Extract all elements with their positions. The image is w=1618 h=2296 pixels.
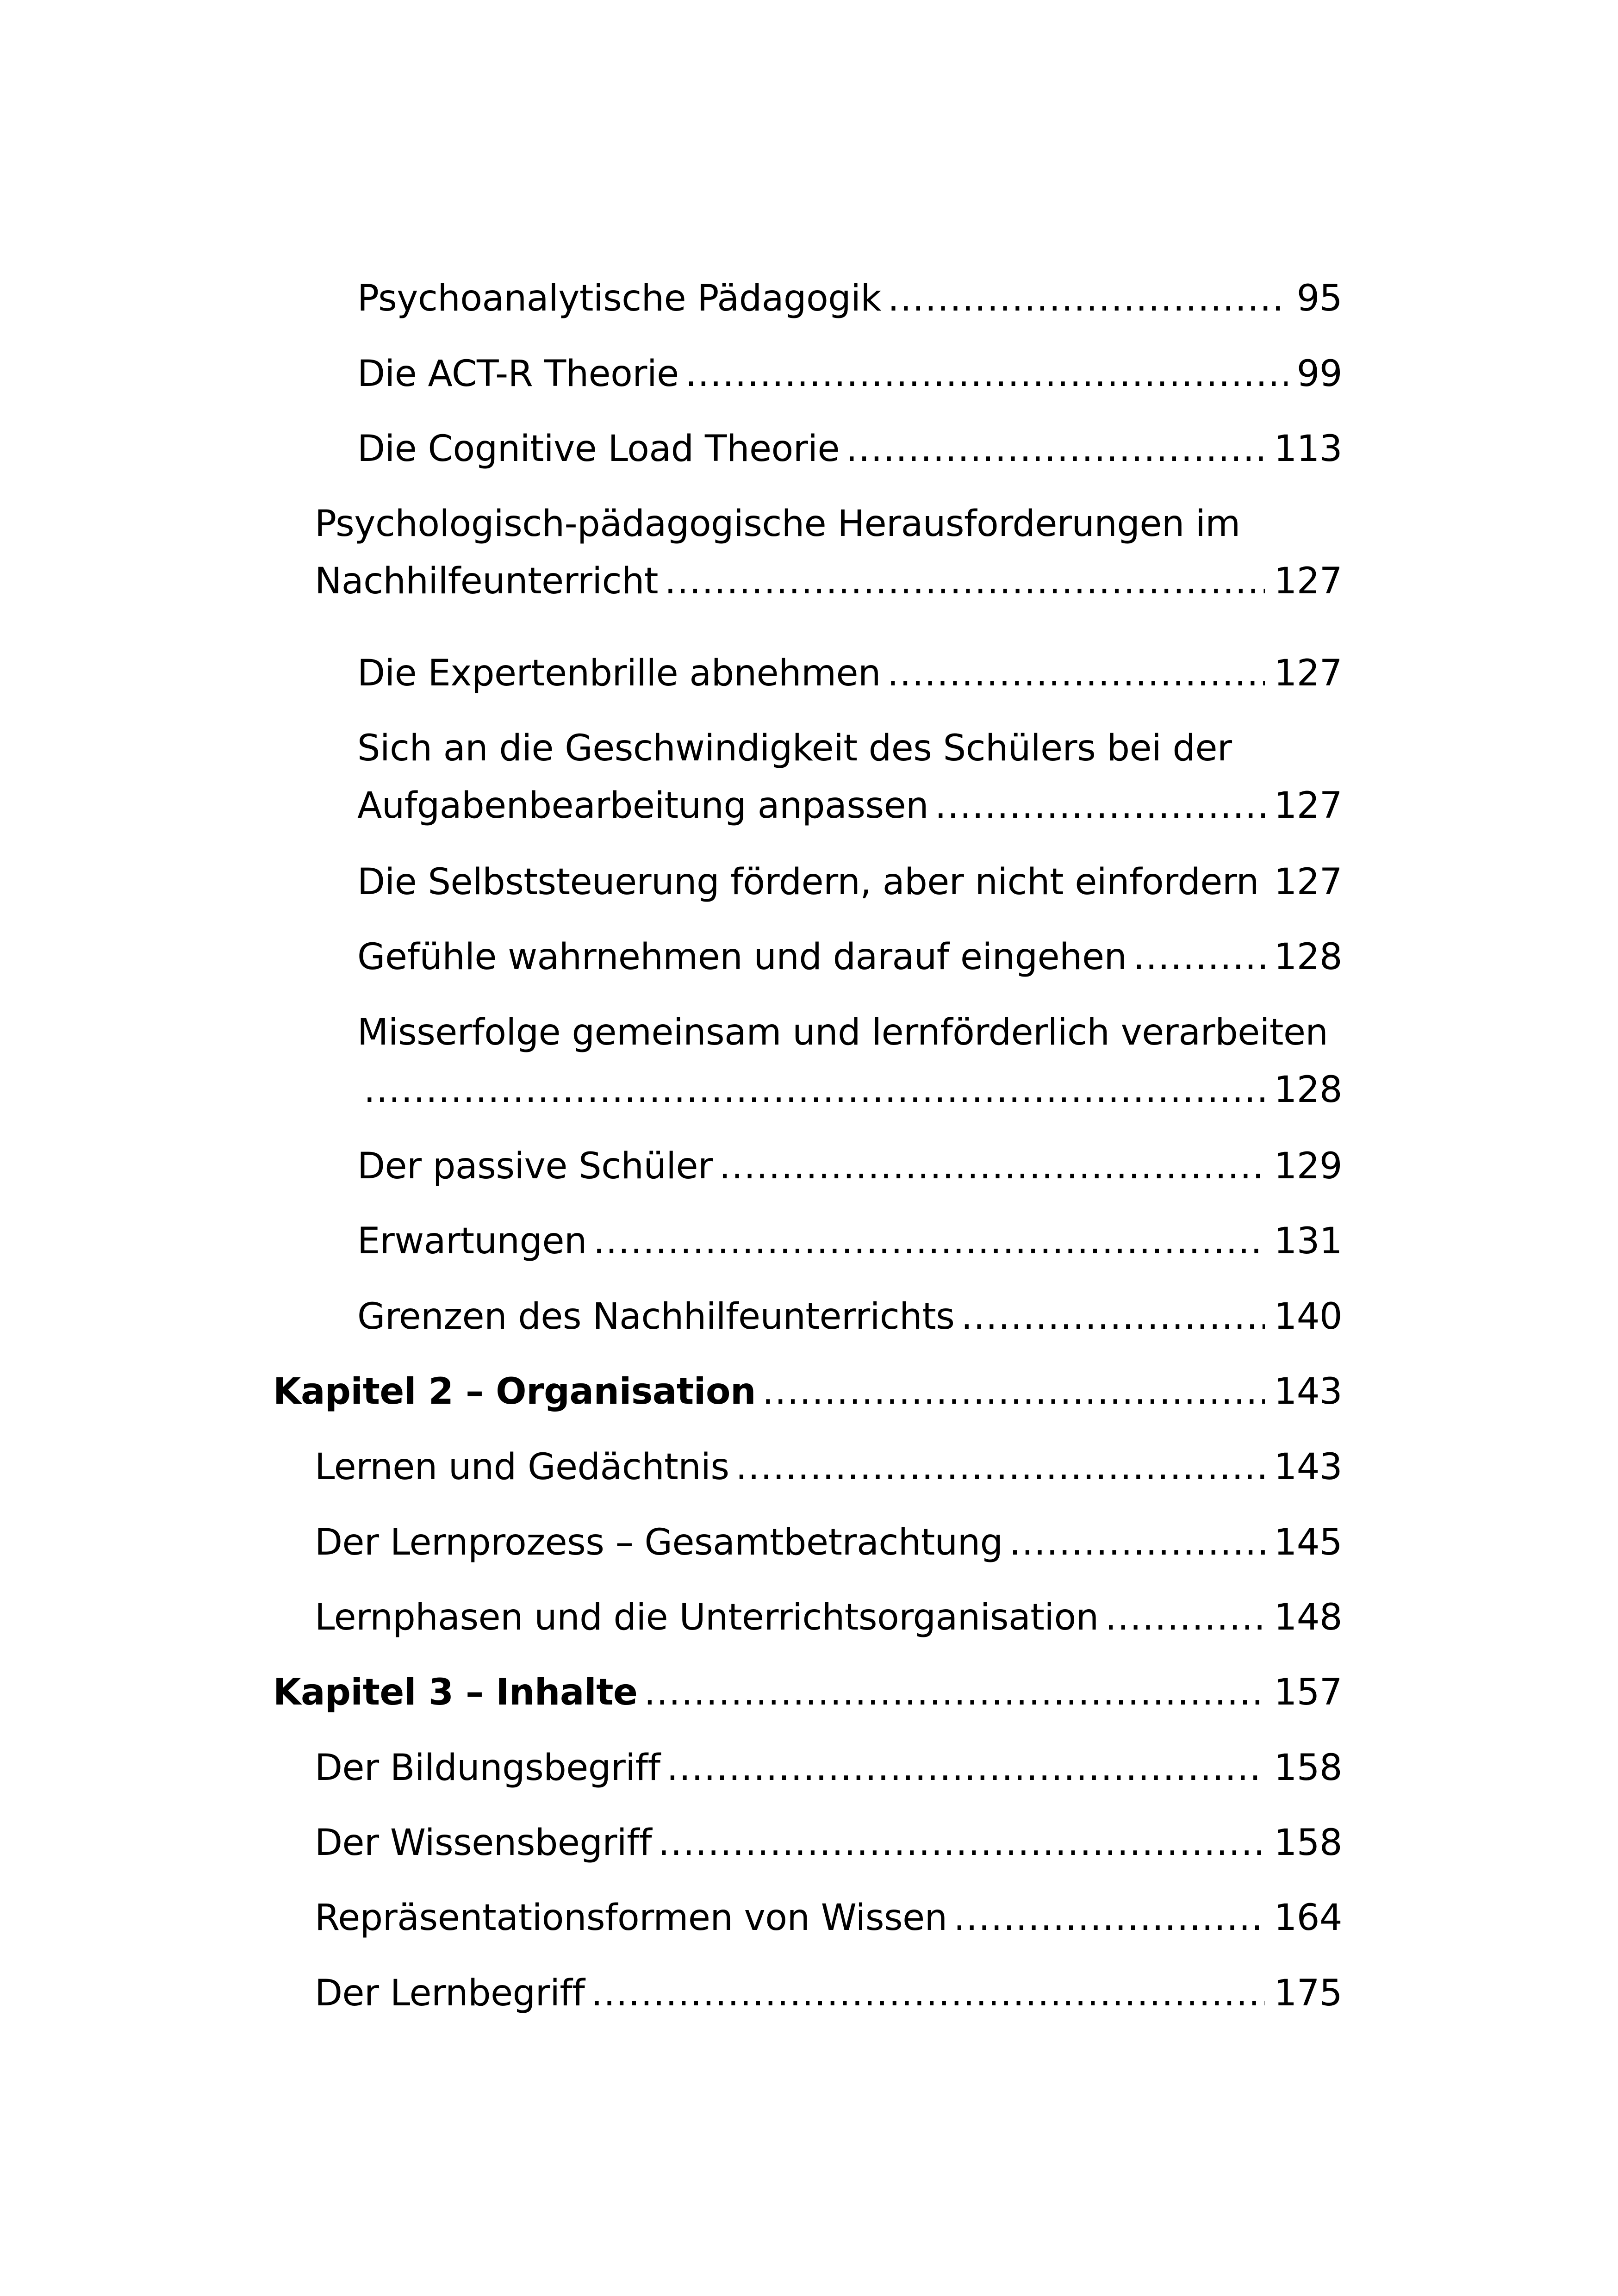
toc-entry-title: Die Expertenbrille abnehmen	[357, 653, 881, 694]
toc-entry-line	[357, 421, 1342, 477]
toc-entry-line	[315, 1515, 1342, 1570]
toc-leader-dots	[666, 1740, 1264, 1796]
toc-leader-dots	[1133, 929, 1265, 985]
toc-leader-dots	[1009, 1515, 1265, 1570]
toc-page-number: 127	[1274, 785, 1342, 827]
toc-entry-line	[357, 1213, 1342, 1269]
toc-entry-line	[315, 1890, 1342, 1946]
toc-entry-line	[357, 646, 1342, 701]
toc-page-number: 175	[1274, 1972, 1342, 2014]
toc-entry-title: Nachhilfeunterricht	[315, 560, 658, 602]
toc-leader-dots	[364, 1062, 1265, 1118]
toc-entry-title: Psychoanalytische Pädagogik	[357, 278, 882, 319]
toc-page-number: 99	[1296, 353, 1342, 395]
toc-entry-line	[357, 271, 1342, 326]
toc-entry-line	[357, 346, 1342, 402]
toc-page-number: 128	[1274, 1069, 1342, 1111]
toc-entry-line	[357, 1139, 1342, 1194]
toc-entry-title: Der Lernprozess – Gesamtbetrachtung	[315, 1522, 1003, 1563]
toc-leader-dots	[846, 421, 1265, 477]
toc-entry-title: Kapitel 3 – Inhalte	[273, 1672, 638, 1713]
toc-entry-line	[273, 1665, 1342, 1720]
toc-entry-title: Gefühle wahrnehmen und darauf eingehen	[357, 936, 1127, 978]
toc-page-number: 95	[1296, 278, 1342, 319]
toc-leader-dots	[954, 1890, 1265, 1946]
toc-page-number: 164	[1274, 1897, 1342, 1939]
toc-entry-title: Lernphasen und die Unterrichtsorganisation	[315, 1597, 1099, 1638]
toc-page-number: 140	[1274, 1296, 1342, 1338]
toc-entry-line	[357, 1289, 1342, 1344]
toc-entry-line	[357, 1005, 1342, 1060]
toc-entry-line	[315, 1815, 1342, 1871]
toc-leader-dots	[591, 1966, 1264, 2021]
toc-page-number: 127	[1274, 653, 1342, 694]
toc-leader-dots	[935, 778, 1265, 834]
toc-page-number: 143	[1274, 1446, 1342, 1488]
toc-leader-dots	[644, 1665, 1264, 1720]
toc-entry-title: Der passive Schüler	[357, 1145, 713, 1187]
toc-page-number: 148	[1274, 1597, 1342, 1638]
toc-entry-title: Aufgabenbearbeitung anpassen	[357, 785, 929, 827]
toc-entry-title: Der Bildungsbegriff	[315, 1747, 660, 1789]
toc-entry-title: Lernen und Gedächtnis	[315, 1446, 729, 1488]
toc-entry-title: Die ACT-R Theorie	[357, 353, 679, 395]
toc-entry-line	[357, 1062, 1342, 1118]
toc-page-number: 158	[1274, 1747, 1342, 1789]
toc-leader-dots	[665, 554, 1265, 609]
toc-page-number: 158	[1274, 1822, 1342, 1864]
toc-entry-title: Erwartungen	[357, 1220, 587, 1262]
toc-entry-line	[273, 1364, 1342, 1419]
toc-entry-line	[315, 554, 1342, 609]
toc-leader-dots	[736, 1439, 1265, 1495]
toc-page-number: 131	[1274, 1220, 1342, 1262]
toc-leader-dots	[719, 1139, 1265, 1194]
toc-page-number: 127	[1274, 861, 1342, 903]
toc-page-number: 128	[1274, 936, 1342, 978]
toc-leader-dots	[658, 1815, 1265, 1871]
toc-entry-line	[315, 1966, 1342, 2021]
toc-entry-title: Der Lernbegriff	[315, 1972, 585, 2014]
toc-page-number: 127	[1274, 560, 1342, 602]
toc-entry-title: Kapitel 2 – Organisation	[273, 1371, 756, 1412]
toc-entry-line	[315, 1740, 1342, 1796]
toc-entry-line	[357, 778, 1342, 834]
toc-leader-dots	[762, 1364, 1265, 1419]
toc-entry-line	[357, 854, 1342, 910]
toc-entry-title: Die Cognitive Load Theorie	[357, 428, 840, 470]
toc-leader-dots	[685, 346, 1288, 402]
toc-entry-title: Der Wissensbegriff	[315, 1822, 652, 1864]
toc-entry-title: Grenzen des Nachhilfeunterrichts	[357, 1296, 955, 1338]
toc-entry-title: Misserfolge gemeinsam und lernförderlich verarbeiten	[357, 1012, 1328, 1053]
toc-leader-dots	[593, 1213, 1265, 1269]
toc-entry-title: Die Selbststeuerung fördern, aber nicht einfordern	[357, 861, 1259, 903]
toc-page-number: 145	[1274, 1522, 1342, 1563]
toc-entry-line	[357, 721, 1342, 776]
toc-page-number: 129	[1274, 1145, 1342, 1187]
toc-entry-line	[315, 496, 1342, 552]
toc-leader-dots	[888, 271, 1288, 326]
toc-leader-dots	[961, 1289, 1264, 1344]
toc-entry-title: Repräsentationsformen von Wissen	[315, 1897, 947, 1939]
toc-entry-title: Sich an die Geschwindigkeit des Schülers bei der	[357, 728, 1232, 769]
toc-entry-title: Psychologisch-pädagogische Herausforderungen im	[315, 503, 1240, 545]
toc-page-number: 157	[1274, 1672, 1342, 1713]
toc-page-number: 113	[1274, 428, 1342, 470]
toc-entry-line	[315, 1439, 1342, 1495]
toc-leader-dots	[1105, 1590, 1265, 1645]
toc-entry-line	[357, 929, 1342, 985]
toc-entry-line	[315, 1590, 1342, 1645]
toc-leader-dots	[887, 646, 1265, 701]
toc-page-number: 143	[1274, 1371, 1342, 1412]
